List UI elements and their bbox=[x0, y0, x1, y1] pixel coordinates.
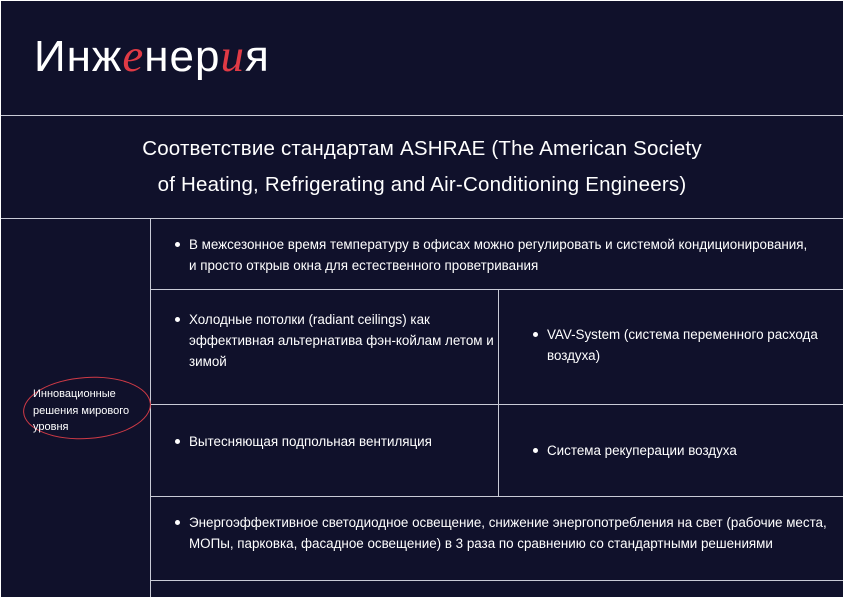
content-row-1 bbox=[151, 219, 843, 290]
logo-part-5: я bbox=[244, 32, 270, 81]
logo-band bbox=[1, 1, 843, 116]
bullet-led-lighting: Энергоэффективное светодиодное освещение, снижение энергопотребления на свет (рабочие места, МОПы, парковка, фасадное освещение) в 3 раза по сравнению со стандартными решениями bbox=[165, 512, 829, 554]
cell-row3-right bbox=[499, 405, 843, 496]
logo-part-2: е bbox=[122, 30, 145, 82]
left-column-label: Инновационные решения мирового уровня bbox=[33, 388, 130, 433]
cell-row2-left bbox=[151, 290, 499, 404]
brand-logo bbox=[34, 29, 270, 83]
bullet-seasonal-temperature: В межсезонное время температуру в офисах можно регулировать и системой кондиционирования, и просто открыв окна для естественного проветривания bbox=[165, 234, 809, 276]
bullet-underfloor-ventilation: Вытесняющая подпольная вентиляция bbox=[165, 431, 509, 452]
cell-row1 bbox=[151, 219, 843, 289]
bullet-air-recuperation: Система рекуперации воздуха bbox=[523, 440, 844, 461]
content-row-2 bbox=[151, 290, 843, 405]
slide-title bbox=[1, 116, 843, 219]
content-area bbox=[1, 219, 843, 597]
bullet-vav-system: VAV-System (система переменного расхода воздуха) bbox=[523, 324, 844, 366]
cell-row3-left bbox=[151, 405, 499, 496]
content-row-3 bbox=[151, 405, 843, 497]
right-column bbox=[151, 219, 843, 597]
logo-part-3: нер bbox=[144, 32, 221, 81]
content-row-5-empty bbox=[151, 581, 843, 597]
title-line-2: of Heating, Refrigerating and Air-Conditioning Engineers) bbox=[157, 173, 687, 196]
bullet-radiant-ceilings: Холодные потолки (radiant ceilings) как эффективная альтернатива фэн-койлам летом и зимой bbox=[165, 309, 509, 372]
title-line-1: Соответствие стандартам ASHRAE (The American Society bbox=[142, 137, 702, 160]
cell-row2-right bbox=[499, 290, 843, 404]
content-row-4 bbox=[151, 497, 843, 581]
cell-row4 bbox=[151, 497, 843, 580]
logo-part-4: и bbox=[220, 30, 245, 82]
logo-part-1: Инж bbox=[34, 32, 123, 81]
left-column bbox=[1, 219, 151, 597]
